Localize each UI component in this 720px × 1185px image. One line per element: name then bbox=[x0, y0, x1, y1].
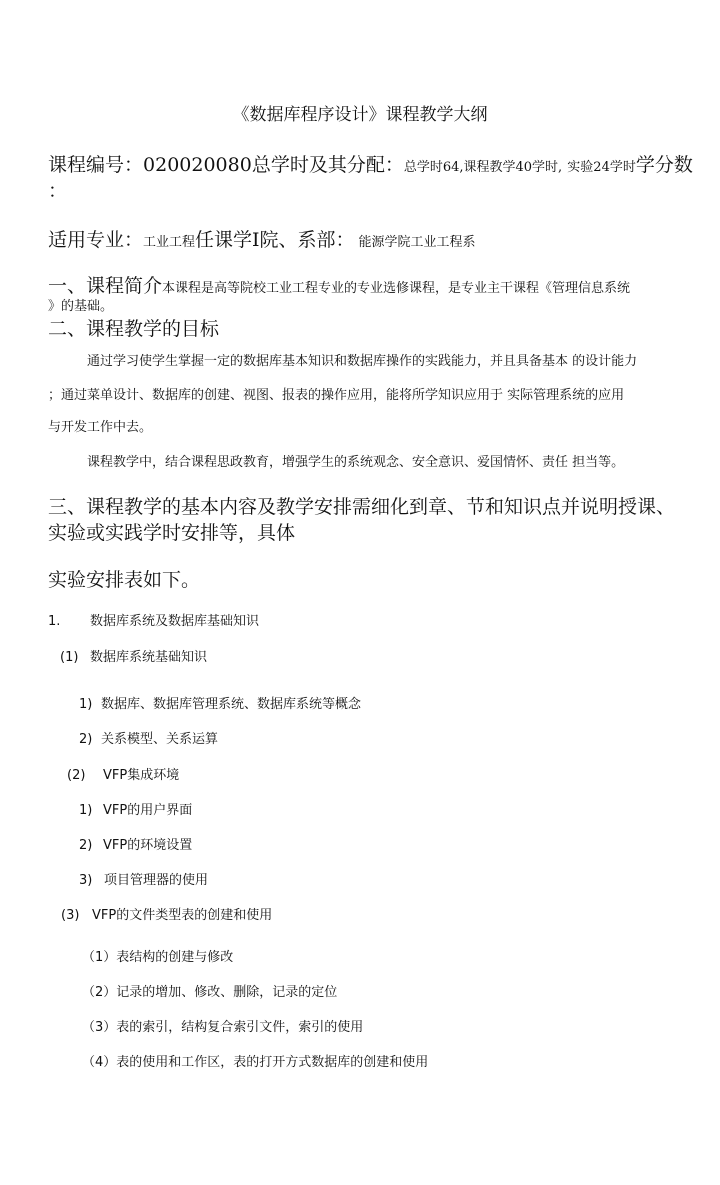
item-number: 2) bbox=[79, 732, 93, 747]
item-number: 1) bbox=[79, 803, 93, 818]
section-number: (3) bbox=[61, 908, 80, 923]
section-text: VFP集成环境 bbox=[103, 768, 180, 783]
chapter-text: 数据库系统及数据库基础知识 bbox=[90, 614, 260, 629]
credit-label: 学分数 bbox=[635, 154, 693, 176]
outline-subitem: （1）表结构的创建与修改 bbox=[82, 950, 234, 965]
section1-line1 bbox=[48, 271, 630, 298]
outline-subitem: （4）表的使用和工作区，表的打开方式数据库的创建和使用 bbox=[82, 1055, 429, 1070]
outline-section-3 bbox=[61, 904, 272, 923]
section2-para2: 课程教学中，结合课程思政教育，增强学生的系统观念、安全意识、爱国情怀、责任 担当等。 bbox=[87, 455, 625, 470]
item-text: 关系模型、关系运算 bbox=[101, 732, 219, 747]
section3-heading-line3: 实验安排表如下。 bbox=[48, 569, 201, 591]
hours-total: 总学时64, bbox=[403, 160, 464, 175]
outline-item bbox=[79, 834, 192, 853]
major-line bbox=[48, 225, 476, 252]
item-number: 2) bbox=[79, 838, 93, 853]
section3-heading-line2: 实验或实践学时安排等，具体 bbox=[48, 522, 296, 544]
section2-para1-line2: ；通过菜单设计、数据库的创建、视图、报表的操作应用，能将所学知识应用于 实际管理系统的应用 bbox=[48, 388, 625, 403]
credit-colon: ： bbox=[48, 180, 68, 202]
hours-label: 总学时及其分配： bbox=[251, 154, 404, 176]
course-code-value: 020020080 bbox=[143, 154, 252, 176]
section1-text-line1: 本课程是高等院校工业工程专业的专业选修课程，是专业主干课程《管理信息系统 bbox=[162, 281, 631, 296]
section2-para1-line1: 通过学习使学生掌握一定的数据库基本知识和数据库操作的实践能力，并且具备基本 的设计能力 bbox=[87, 354, 638, 369]
document-title: 《数据库程序设计》课程教学大纲 bbox=[232, 105, 488, 125]
department-value: 能源学院工业工程系 bbox=[358, 235, 476, 250]
item-text: VFP的环境设置 bbox=[103, 838, 193, 853]
outline-item bbox=[79, 799, 192, 818]
outline-item bbox=[79, 869, 208, 888]
major-label: 适用专业： bbox=[48, 229, 144, 251]
item-number: 3) bbox=[79, 873, 93, 888]
hours-lab: 实验24学时 bbox=[567, 160, 636, 175]
item-number: 1) bbox=[79, 697, 93, 712]
section-number: (1) bbox=[60, 650, 79, 665]
outline-subitem: （2）记录的增加、修改、删除，记录的定位 bbox=[82, 985, 338, 1000]
course-code-label: 课程编号： bbox=[48, 154, 144, 176]
outline-section-1 bbox=[60, 646, 207, 665]
chapter-number: 1. bbox=[48, 614, 61, 629]
item-text: 项目管理器的使用 bbox=[104, 873, 209, 888]
outline-subitem: （3）表的索引，结构复合索引文件，索引的使用 bbox=[82, 1020, 364, 1035]
item-text: VFP的用户界面 bbox=[103, 803, 193, 818]
hours-teach: 课程教学40学时, bbox=[463, 160, 563, 175]
section-text: VFP的文件类型表的创建和使用 bbox=[92, 908, 273, 923]
section2-para1-line3: 与开发工作中去。 bbox=[48, 420, 153, 435]
department-label: 任课学I院、系部： bbox=[195, 229, 355, 251]
section-number: (2) bbox=[67, 768, 86, 783]
section3-heading-line1: 三、课程教学的基本内容及教学安排需细化到章、节和知识点并说明授课、 bbox=[48, 496, 676, 518]
outline-section-2 bbox=[67, 764, 179, 783]
course-info-line bbox=[48, 150, 693, 177]
section2-heading: 二、课程教学的目标 bbox=[48, 318, 220, 340]
outline-chapter-1 bbox=[48, 610, 259, 629]
outline-item bbox=[79, 728, 218, 747]
outline-item bbox=[79, 693, 361, 712]
major-value: 工业工程 bbox=[143, 235, 196, 250]
section-text: 数据库系统基础知识 bbox=[90, 650, 208, 665]
section1-text-line2: 》的基础。 bbox=[48, 299, 114, 314]
item-text: 数据库、数据库管理系统、数据库系统等概念 bbox=[101, 697, 362, 712]
section1-heading: 一、课程简介 bbox=[48, 275, 163, 297]
